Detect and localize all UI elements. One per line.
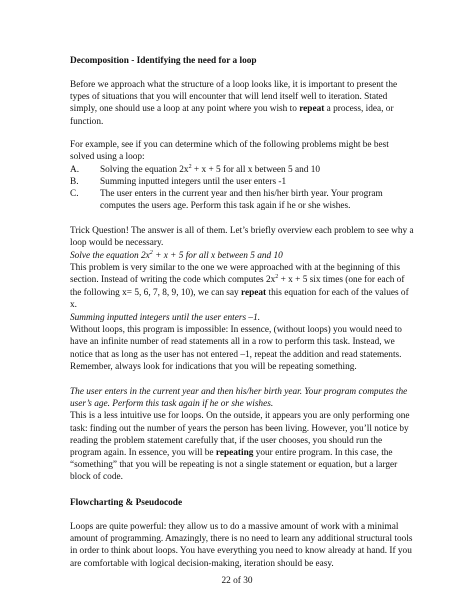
intro-text-2: a process, idea, or function. <box>70 104 394 127</box>
section-summing-body: Without loops, this program is impossible: In essence, (without loops) you would need to have an infinite number of read statements all in a row to perform this task. Instead, we notice that as long as the user has not entered –1, repeat the addition and read statements. Remember, always look for indications that you will be repeating something. <box>70 325 402 372</box>
section-age-title: The user enters in the current year and then his/her birth year. Your program computes the user’s age. Perform this task again if he or she wishes. <box>70 387 408 410</box>
section-equation-title <box>70 250 415 262</box>
sec1-title-superscript: 2 <box>149 250 153 256</box>
list-item-a-superscript: 2 <box>188 164 192 170</box>
list-item-label: A. <box>70 165 80 175</box>
sec3-body-text-1: This is a less intuitive use for loops. On the outside, it appears you are only performing one task: finding out the number of years the person has been living. However, you’ll notice by reading the problem statement carefully that, if the user chooses, you should run the program again. In essence, you will be <box>70 411 410 459</box>
list-item-label: B. <box>70 177 79 187</box>
list-item-text <box>100 164 418 176</box>
closing-paragraph: Loops are quite powerful: they allow us to do a massive amount of work with a minimal amount of programming. Amazingly, there is no need to learn any additional structural tools in order to think about loops. You have everything you need to know already at hand. If you are comfortable with logical decision-making, iteration should be easy. <box>70 522 413 569</box>
sec1-title-text-2: + x + 5 for all x between 5 and 10 <box>152 251 283 261</box>
list-item-label: C. <box>70 189 79 199</box>
list-item-a-text-1: Solving the equation 2x <box>100 165 189 175</box>
sec1-title-text-1: Solve the equation 2x <box>70 251 150 261</box>
sec1-body-superscript: 2 <box>275 274 279 281</box>
section-age <box>70 386 415 484</box>
section-heading-flowcharting: Flowcharting & Pseudocode <box>70 498 183 508</box>
sec3-body-bold-repeating: repeating <box>215 448 254 459</box>
list-item-text: The user enters in the current year and then his/her birth year. Your program computes the users age. Perform this task again if he or she wishes. <box>100 189 383 212</box>
intro-text-1: Before we approach what the structure of a loop looks like, it is important to present the types of situations that you will encounter that will lend itself well to iteration. Stated simply, one should use a loop at any point where you wish to <box>70 80 398 115</box>
section-summing <box>70 312 415 373</box>
intro-bold-repeat: repeat <box>299 104 325 115</box>
sec1-body-text-1: This problem is very similar to the one we were approached with at the beginning of this section. Instead of writing the code which computes 2x <box>70 263 400 286</box>
trick-paragraph: Trick Question! The answer is all of them. Let’s briefly overview each problem to see why a loop would be necessary. <box>70 226 414 249</box>
list-item-a-text-2: + x + 5 for all x between 5 and 10 <box>191 165 321 175</box>
section-heading-decomposition: Decomposition - Identifying the need for a loop <box>70 56 257 66</box>
list-item-text: Summing inputted integers until the user enters -1 <box>100 177 287 187</box>
section-summing-title: Summing inputted integers until the user enters –1. <box>70 313 261 323</box>
section-equation-body <box>70 262 415 311</box>
sec1-body-text-2: + x + 5 six times (one for each of the following x= 5, 6, 7, 8, 9, 10), we can say <box>70 275 405 298</box>
section-age-body <box>70 410 415 483</box>
example-lead-paragraph: For example, see if you can determine which of the following problems might be best solved using a loop: <box>70 140 389 163</box>
sec3-body-text-2: your entire program. In this case, the “something” that you will be repeating is not a single statement or equation, but a larger block of code. <box>70 448 398 483</box>
intro-paragraph <box>70 79 415 128</box>
page-number: 22 of 30 <box>221 576 253 586</box>
section-equation <box>70 250 415 311</box>
sec1-body-text-3: this equation for each of the values of x. <box>70 287 409 310</box>
sec1-body-bold-repeat: repeat <box>241 287 267 298</box>
